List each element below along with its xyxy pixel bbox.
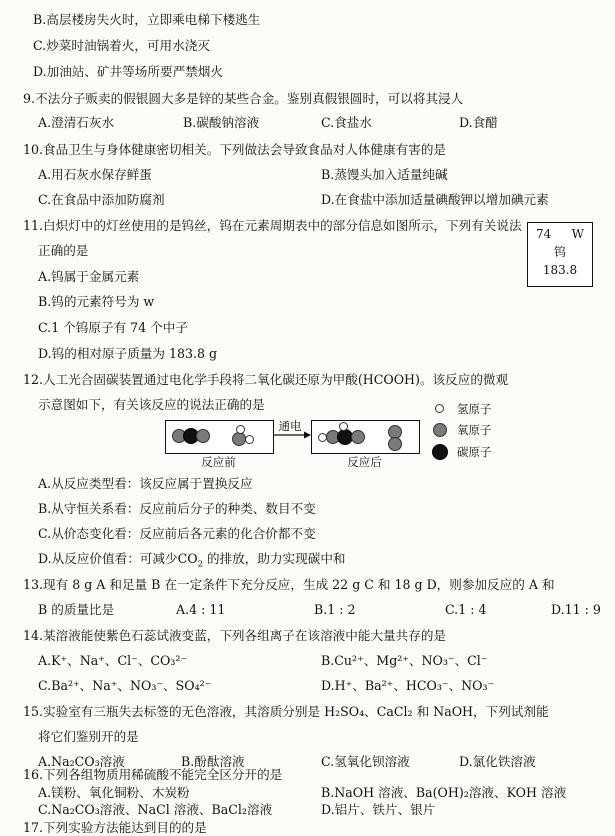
q12-option-d: D.从反应价值看：可减少$CO_2$ 的排放，助力实现碳中和 bbox=[38, 551, 346, 570]
q11-option-c: C.1 个钨原子有 74 个中子 bbox=[38, 320, 188, 335]
arrow-label: 通电 bbox=[278, 419, 302, 433]
question-13-cont: B 的质量比是 bbox=[38, 602, 115, 617]
atomic-mass: 183.8 bbox=[542, 263, 578, 277]
oxygen-atom-icon bbox=[232, 432, 246, 446]
question-12: 12.人工光合固碳装置通过电化学手段将二氧化碳还原为甲酸(HCOOH)。该反应的微观 bbox=[23, 372, 509, 387]
q11-option-b: B.钨的元素符号为 w bbox=[38, 294, 155, 309]
question-10: 10.食品卫生与身体健康密切相关。下列做法会导致食品对人体健康有害的是 bbox=[23, 142, 447, 157]
question-13: 13.现有 8 g A 和足量 B 在一定条件下充分反应，生成 22 g C 和 18 g D，则参加反应的 A 和 bbox=[23, 577, 555, 592]
hydrogen-legend-icon bbox=[435, 404, 444, 413]
question-9: 9.不法分子贩卖的假银圆大多是锌的某些合金。鉴别真假银圆时，可以将其浸人 bbox=[23, 91, 464, 106]
q10-option-d: D.在食盐中添加适量碘酸钾以增加碘元素 bbox=[321, 192, 549, 207]
before-caption: 反应前 bbox=[201, 455, 236, 469]
before-reaction-box bbox=[165, 420, 274, 454]
q10-option-b: B.蒸馒头加入适量纯碱 bbox=[321, 167, 448, 182]
oxygen-atom-icon bbox=[196, 429, 210, 443]
question-11: 11.白炽灯中的灯丝使用的是钨丝，钨在元素周期表中的部分信息如图所示，下列有关说法 bbox=[23, 218, 522, 233]
question-17: 17.下列实验方法能达到目的的是 bbox=[23, 820, 207, 835]
reaction-arrow-icon bbox=[272, 430, 312, 440]
q14-option-a: A.K⁺、Na⁺、Cl⁻、CO₃²⁻ bbox=[38, 653, 188, 668]
question-15: 15.实验室有三瓶失去标签的无色溶液，其溶质分别是 H₂SO₄、CaCl₂ 和 NaOH，下列试剂能 bbox=[23, 704, 549, 719]
oxygen-atom-icon bbox=[351, 430, 365, 444]
q9-option-b: B.碳酸钠溶液 bbox=[183, 115, 260, 130]
q13-option-a: A.4 : 11 bbox=[176, 602, 226, 617]
q13-option-c: C.1 : 4 bbox=[445, 602, 487, 617]
q12-option-a: A.从反应类型看：该反应属于置换反应 bbox=[38, 476, 253, 491]
legend-carbon: 碳原子 bbox=[457, 445, 492, 459]
hydrogen-atom-icon bbox=[245, 435, 254, 444]
hydrogen-atom-icon bbox=[339, 422, 348, 431]
question-14: 14.某溶液能使紫色石蕊试液变蓝，下列各组离子在该溶液中能大量共存的是 bbox=[23, 628, 447, 643]
q15-option-c: C.氢氧化钡溶液 bbox=[321, 754, 410, 769]
q11-option-d: D.钨的相对原子质量为 183.8 g bbox=[38, 346, 218, 361]
question-11-cont: 正确的是 bbox=[38, 243, 89, 258]
q16-option-c: C.Na₂CO₃溶液、NaCl 溶液、BaCl₂溶液 bbox=[38, 802, 273, 817]
question-16: 16.下列各组物质用稀硫酸不能完全区分开的是 bbox=[23, 767, 283, 782]
tungsten-element-card bbox=[527, 222, 593, 287]
carbon-legend-icon bbox=[432, 444, 448, 460]
oxygen-atom-icon bbox=[388, 437, 402, 451]
q10-option-c: C.在食品中添加防腐剂 bbox=[38, 192, 165, 207]
q15-option-a: A.Na₂CO₃溶液 bbox=[38, 754, 125, 769]
q9-option-d: D.食醋 bbox=[459, 115, 498, 130]
q9-option-a: A.澄清石灰水 bbox=[38, 115, 115, 130]
q13-option-d: D.11 : 9 bbox=[551, 602, 601, 617]
q16-option-d: D.铝片、铁片、银片 bbox=[321, 802, 436, 817]
after-caption: 反应后 bbox=[347, 455, 382, 469]
q8-option-d: D.加油站、矿井等场所要严禁烟火 bbox=[33, 64, 223, 79]
q13-option-b: B.1 : 2 bbox=[314, 602, 356, 617]
q14-option-c: C.Ba²⁺、Na⁺、NO₃⁻、SO₄²⁻ bbox=[38, 678, 212, 693]
q12-option-c: C.从价态变化看：反应前后各元素的化合价都不变 bbox=[38, 526, 316, 541]
hydrogen-atom-icon bbox=[236, 425, 245, 434]
atomic-number: 74 bbox=[536, 227, 552, 241]
q16-option-b: B.NaOH 溶液、Ba(OH)₂溶液、KOH 溶液 bbox=[321, 785, 567, 800]
element-name: 钨 bbox=[553, 245, 566, 259]
after-reaction-box bbox=[311, 420, 420, 454]
question-12-cont: 示意图如下，有关该反应的说法正确的是 bbox=[38, 397, 265, 412]
q12-option-b: B.从守恒关系看：反应前后分子的种类、数目不变 bbox=[38, 501, 316, 516]
q8-option-c: C.炒菜时油锅着火，可用水浇灭 bbox=[33, 38, 210, 53]
legend-hydrogen: 氢原子 bbox=[457, 402, 492, 416]
q11-option-a: A.钨属于金属元素 bbox=[38, 269, 140, 284]
element-symbol: W bbox=[571, 227, 584, 241]
q10-option-a: A.用石灰水保存鲜蛋 bbox=[38, 167, 152, 182]
question-15-cont: 将它们鉴别开的是 bbox=[38, 729, 139, 744]
oxygen-legend-icon bbox=[433, 423, 447, 437]
q8-option-b: B.高层楼房失火时，立即乘电梯下楼逃生 bbox=[33, 12, 261, 27]
q15-option-d: D.氯化铁溶液 bbox=[459, 754, 536, 769]
q14-option-b: B.Cu²⁺、Mg²⁺、NO₃⁻、Cl⁻ bbox=[321, 653, 488, 668]
q15-option-b: B.酚酞溶液 bbox=[181, 754, 245, 769]
q16-option-a: A.镁粉、氧化铜粉、木炭粉 bbox=[38, 785, 190, 800]
legend-oxygen: 氧原子 bbox=[457, 423, 492, 437]
q9-option-c: C.食盐水 bbox=[321, 115, 372, 130]
q14-option-d: D.H⁺、Ba²⁺、HCO₃⁻、NO₃⁻ bbox=[321, 678, 495, 693]
